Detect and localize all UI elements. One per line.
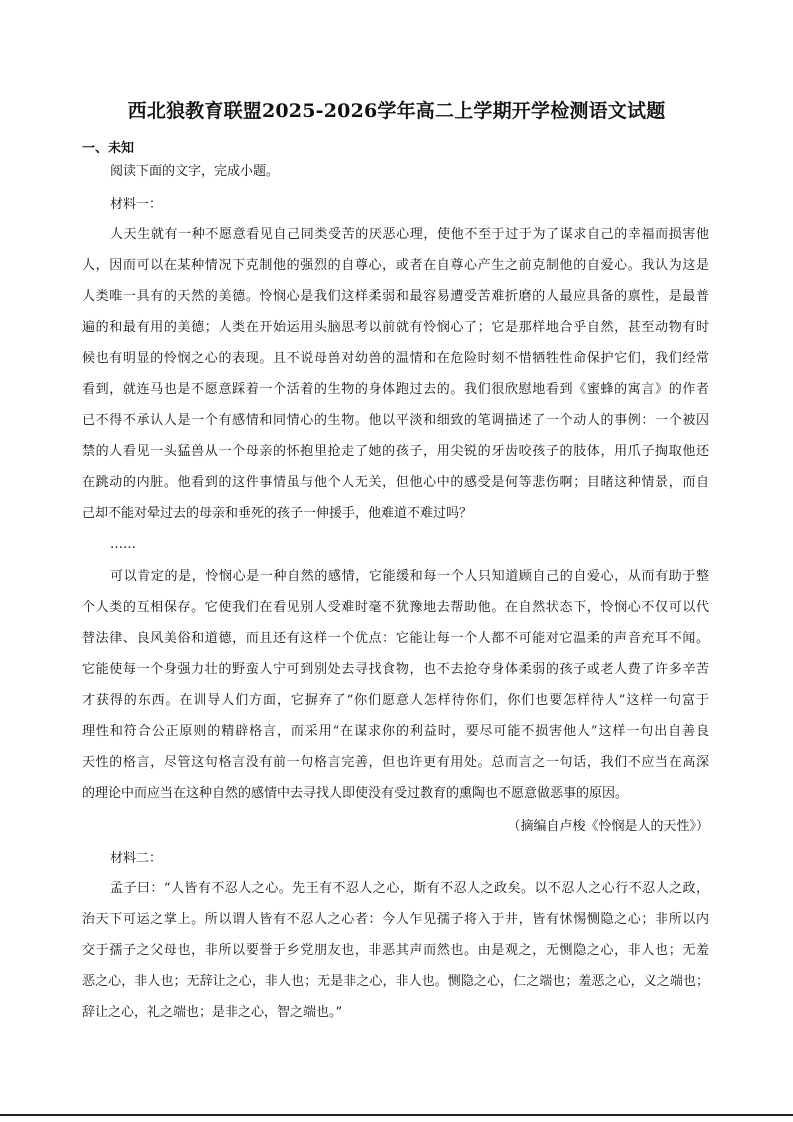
material1-p2-line: 才获得的东西。在训导人们方面，它摒弃了“你们愿意人怎样待你们，你们也要怎样待人”这样一句富于 bbox=[82, 693, 709, 708]
page-title: 西北狼教育联盟2025-2026学年高二上学期开学检测语文试题 bbox=[127, 100, 666, 122]
material1-p1-line: 人，因而可以在某种情况下克制他的强烈的自尊心，或者在自尊心产生之前克制他的自爱心。我认为这是 bbox=[82, 258, 709, 273]
material1-p1-line: 人类唯一具有的天然的美德。怜悯心是我们这样柔弱和最容易遭受苦难折磨的人最应具备的禀性，是最普 bbox=[82, 289, 709, 304]
material1-p2-line: 可以肯定的是，怜悯心是一种自然的感情，它能缓和每一个人只知道顾自己的自爱心，从而有助于整 bbox=[110, 569, 709, 584]
material1-p2-line: 它能使每一个身强力壮的野蛮人宁可到别处去寻找食物，也不去抢夺身体柔弱的孩子或老人费了许多辛苦 bbox=[82, 662, 709, 677]
material1-p1-line: 己却不能对晕过去的母亲和垂死的孩子一伸援手，他难道不难过吗？ bbox=[82, 506, 473, 521]
material1-p1-line: 禁的人看见一头猛兽从一个母亲的怀抱里抢走了她的孩子，用尖锐的牙齿咬孩子的肢体，用爪子掏取他还 bbox=[82, 444, 709, 459]
material2-line: 恶之心，非人也；无辞让之心，非人也；无是非之心，非人也。恻隐之心，仁之端也；羞恶之心，义之端也； bbox=[82, 974, 709, 989]
material1-p1-line: 候也有明显的怜悯之心的表现。且不说母兽对幼兽的温情和在危险时刻不惜牺牲性命保护它们，我们经常 bbox=[82, 351, 709, 366]
material1-p2-line: 的理论中而应当在这种自然的感情中去寻找人即使没有受过教育的熏陶也不愿意做恶事的原因。 bbox=[82, 786, 629, 801]
material2-line: 辞让之心，礼之端也；是非之心，智之端也。” bbox=[82, 1005, 343, 1020]
material1-label: 材料一： bbox=[110, 197, 163, 212]
section-heading: 一、未知 bbox=[82, 141, 135, 156]
material1-p2-line: 替法律、良风美俗和道德，而且还有这样一个优点：它能让每一个人都不可能对它温柔的声音充耳不闻。 bbox=[82, 631, 709, 646]
material1-p2-line: 天性的格言，尽管这句格言没有前一句格言完善，但也许更有用处。总而言之一句话，我们不应当在高深 bbox=[82, 755, 709, 770]
material1-p1-line: 遍的和最有用的美德；人类在开始运用头脑思考以前就有怜悯心了；它是那样地合乎自然，甚至动物有时 bbox=[82, 320, 709, 335]
material1-p1-line: 在跳动的内脏。他看到的这件事情虽与他个人无关，但他心中的感受是何等悲伤啊；目睹这种情景，而自 bbox=[82, 475, 709, 490]
instruction-text: 阅读下面的文字，完成小题。 bbox=[110, 164, 280, 179]
material1-p1-line: 人天生就有一种不愿意看见自己同类受苦的厌恶心理，使他不至于过于为了谋求自己的幸福而损害他 bbox=[110, 227, 709, 242]
material1-p1-line: 看到，就连马也是不愿意踩着一个活着的生物的身体跑过去的。我们很欣慰地看到《蜜蜂的寓言》的作者 bbox=[82, 382, 709, 397]
material1-p2-line: 理性和符合公正原则的精辟格言，而采用“在谋求你的利益时，要尽可能不损害他人”这样一句出自善良 bbox=[82, 724, 709, 739]
material2-line: 交于孺子之父母也，非所以要誉于乡党朋友也，非恶其声而然也。由是观之，无恻隐之心，非人也；无羞 bbox=[82, 943, 709, 958]
source-citation: （摘编自卢梭《怜悯是人的天性》） bbox=[507, 819, 709, 834]
material2-line: 治天下可运之掌上。所以谓人皆有不忍人之心者：今人乍见孺子将入于井，皆有怵惕恻隐之心；非所以内 bbox=[82, 912, 709, 927]
material2-line: 孟子曰：“人皆有不忍人之心。先王有不忍人之心，斯有不忍人之政矣。以不忍人之心行不忍人之政， bbox=[110, 881, 709, 896]
ellipsis: …… bbox=[110, 537, 136, 552]
page-bottom-rule bbox=[0, 1114, 793, 1116]
material1-p2-line: 个人类的互相保存。它使我们在看见别人受难时毫不犹豫地去帮助他。在自然状态下，怜悯心不仅可以代 bbox=[82, 600, 709, 615]
material2-label: 材料二： bbox=[110, 851, 163, 866]
material1-p1-line: 已不得不承认人是一个有感情和同情心的生物。他以平淡和细致的笔调描述了一个动人的事例：一个被囚 bbox=[82, 413, 709, 428]
